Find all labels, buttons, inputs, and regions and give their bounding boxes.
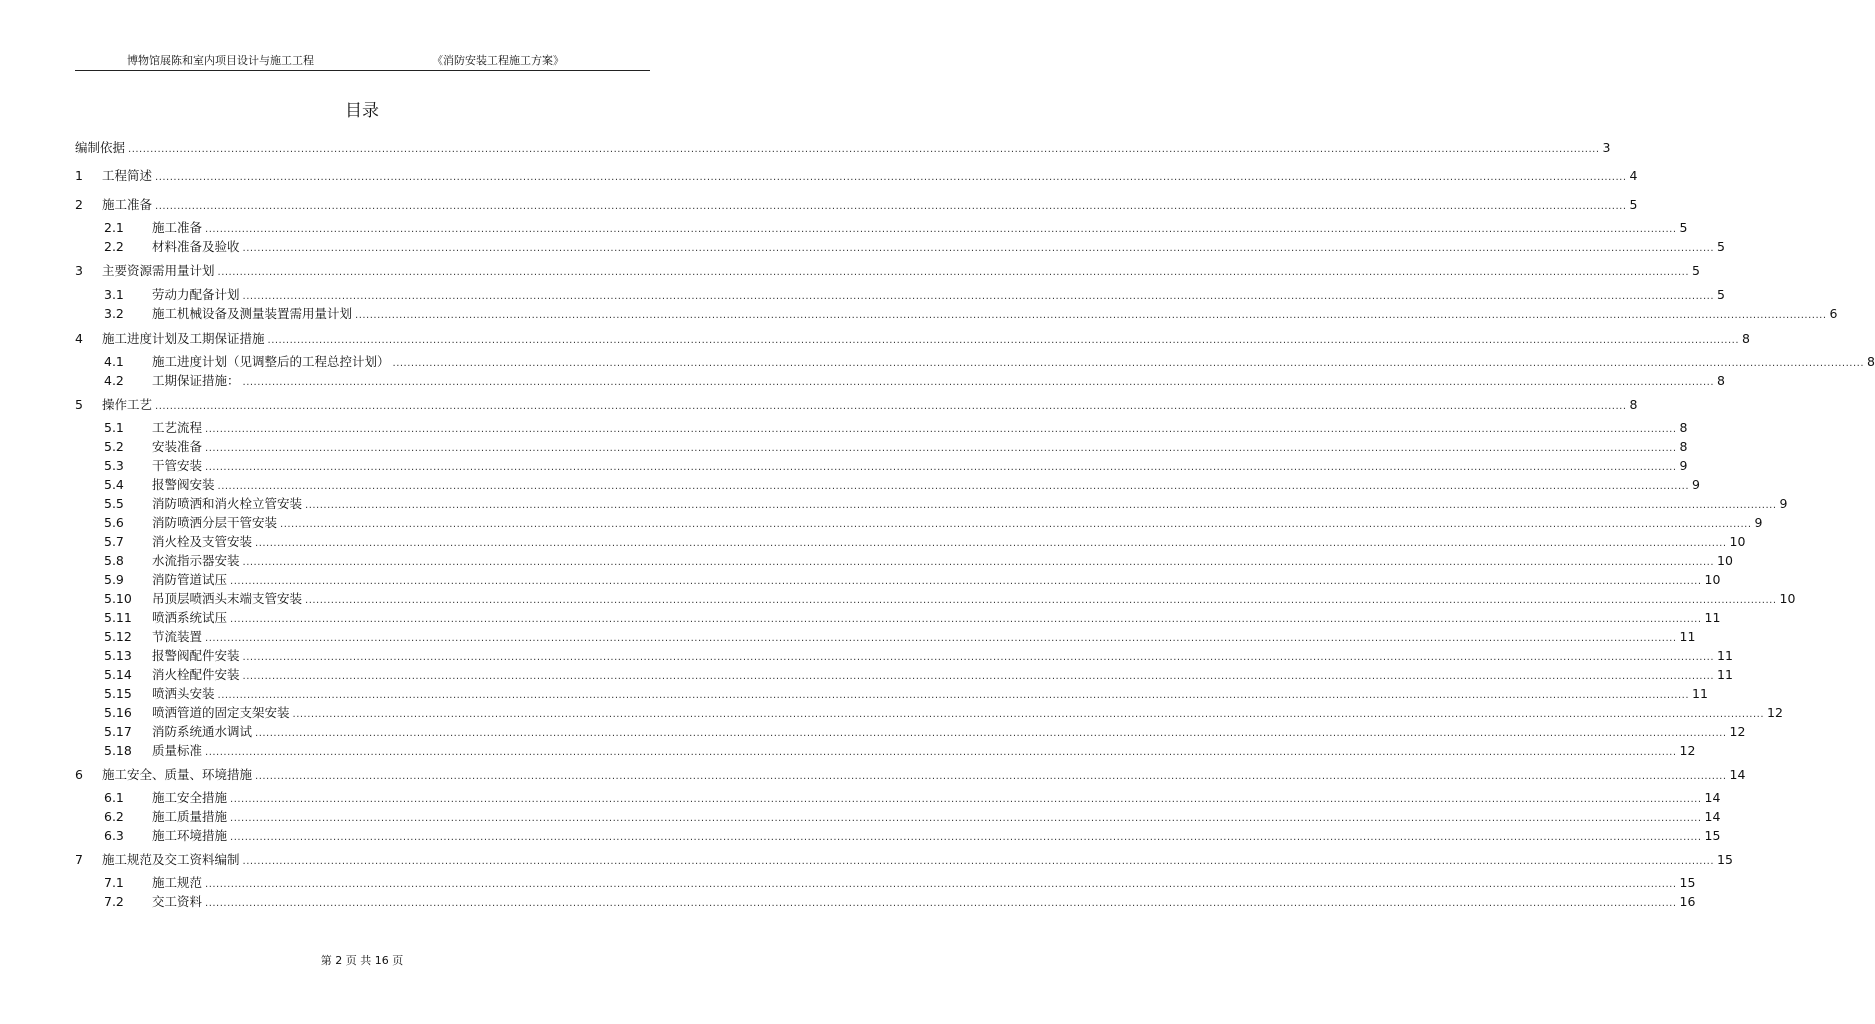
toc-entry-page-number: 9 <box>1779 496 1788 511</box>
toc-entry[interactable] <box>104 572 1721 588</box>
toc-entry-number: 5.10 <box>104 591 132 606</box>
toc-entry[interactable] <box>104 743 1696 759</box>
toc-entry-label: 干管安装 <box>152 458 203 473</box>
toc-entry-number: 5.7 <box>104 534 124 549</box>
toc-entry-label: 施工安全、质量、环境措施 <box>102 767 253 782</box>
toc-entry[interactable] <box>104 420 1688 436</box>
toc-entry-page-number: 12 <box>1729 724 1746 739</box>
toc-entry[interactable] <box>104 629 1696 645</box>
toc-entry-number: 4 <box>75 331 83 346</box>
toc-entry-page-number: 5 <box>1717 287 1725 302</box>
toc-entry-label: 工期保证措施： <box>152 373 240 388</box>
toc-entry-page-number: 5 <box>1692 263 1700 278</box>
toc-leader-dots: ................................................................................................................................................................................................................................................................................................................................................................................................................ <box>230 794 1702 805</box>
toc-entry[interactable] <box>75 197 1638 213</box>
toc-entry-page-number: 5 <box>1679 220 1688 235</box>
toc-leader-dots: ................................................................................................................................................................................................................................................................................................................................................................................................................ <box>230 614 1702 625</box>
toc-entry-number: 4.1 <box>104 354 124 369</box>
toc-entry[interactable] <box>75 767 1746 783</box>
toc-entry-page-number: 11 <box>1704 610 1721 625</box>
toc-entry-number: 5.15 <box>104 686 132 701</box>
toc-entry-label: 施工进度计划及工期保证措施 <box>102 331 265 346</box>
toc-leader-dots: ................................................................................................................................................................................................................................................................................................................................................................................................................ <box>217 267 1689 278</box>
toc-leader-dots: ................................................................................................................................................................................................................................................................................................................................................................................................................ <box>242 377 1714 388</box>
toc-entry-page-number: 14 <box>1704 790 1721 805</box>
toc-entry[interactable] <box>75 168 1638 184</box>
toc-entry[interactable] <box>104 239 1725 255</box>
toc-entry-label: 工程简述 <box>102 168 153 183</box>
toc-entry-page-number: 10 <box>1779 591 1796 606</box>
toc-leader-dots: ................................................................................................................................................................................................................................................................................................................................................................................................................ <box>155 172 1627 183</box>
toc-entry-label: 安装准备 <box>152 439 203 454</box>
toc-entry[interactable] <box>75 263 1700 279</box>
toc-leader-dots: ................................................................................................................................................................................................................................................................................................................................................................................................................ <box>205 633 1677 644</box>
toc-entry[interactable] <box>104 667 1733 683</box>
toc-entry-number: 2.1 <box>104 220 124 235</box>
toc-entry[interactable] <box>104 648 1733 664</box>
toc-entry-page-number: 8 <box>1679 420 1688 435</box>
toc-entry-number: 3.1 <box>104 287 124 302</box>
toc-leader-dots: ................................................................................................................................................................................................................................................................................................................................................................................................................ <box>205 443 1677 454</box>
toc-entry-label: 喷洒管道的固定支架安装 <box>152 705 290 720</box>
toc-entry[interactable] <box>104 724 1746 740</box>
toc-leader-dots: ................................................................................................................................................................................................................................................................................................................................................................................................................ <box>217 690 1689 701</box>
toc-leader-dots: ................................................................................................................................................................................................................................................................................................................................................................................................................ <box>230 813 1702 824</box>
toc-entry[interactable] <box>104 458 1688 474</box>
toc-entry-number: 5.18 <box>104 743 132 758</box>
toc-entry-label: 施工规范及交工资料编制 <box>102 852 240 867</box>
toc-entry-label: 施工机械设备及测量装置需用量计划 <box>152 306 353 321</box>
toc-entry[interactable] <box>104 610 1721 626</box>
toc-leader-dots: ................................................................................................................................................................................................................................................................................................................................................................................................................ <box>242 856 1714 867</box>
toc-entry-page-number: 11 <box>1679 629 1696 644</box>
toc-leader-dots: ................................................................................................................................................................................................................................................................................................................................................................................................................ <box>128 144 1600 155</box>
toc-entry[interactable] <box>104 790 1721 806</box>
toc-entry-label: 劳动力配备计划 <box>152 287 240 302</box>
toc-entry[interactable] <box>104 306 1838 322</box>
toc-entry-page-number: 11 <box>1692 686 1708 701</box>
toc-entry-page-number: 15 <box>1679 875 1696 890</box>
toc-entry-number: 5.6 <box>104 515 124 530</box>
toc-entry-label: 消防喷洒和消火栓立管安装 <box>152 496 303 511</box>
toc-entry-number: 6.1 <box>104 790 124 805</box>
toc-entry-page-number: 10 <box>1729 534 1746 549</box>
toc-entry-number: 7.2 <box>104 894 124 909</box>
toc-entry-label: 消防管道试压 <box>152 572 228 587</box>
header-project-name: 博物馆展陈和室内项目设计与施工工程 <box>127 54 314 67</box>
toc-entry-page-number: 12 <box>1679 743 1696 758</box>
toc-leader-dots: ................................................................................................................................................................................................................................................................................................................................................................................................................ <box>305 500 1777 511</box>
toc-leader-dots: ................................................................................................................................................................................................................................................................................................................................................................................................................ <box>155 401 1627 412</box>
toc-entry-number: 5.13 <box>104 648 132 663</box>
toc-entry-number: 5.9 <box>104 572 124 587</box>
toc-entry-number: 2 <box>75 197 83 212</box>
toc-entry-page-number: 8 <box>1717 373 1725 388</box>
toc-entry-number: 5.2 <box>104 439 124 454</box>
toc-leader-dots: ................................................................................................................................................................................................................................................................................................................................................................................................................ <box>230 576 1702 587</box>
toc-entry-page-number: 8 <box>1679 439 1688 454</box>
toc-entry-label: 消防喷洒分层干管安装 <box>152 515 278 530</box>
toc-entry-page-number: 8 <box>1867 354 1875 369</box>
toc-entry-label: 施工进度计划（见调整后的工程总控计划） <box>152 354 390 369</box>
toc-entry[interactable] <box>104 373 1725 389</box>
toc-entry[interactable] <box>104 705 1783 721</box>
toc-entry-page-number: 3 <box>1602 140 1611 155</box>
toc-entry-number: 5.17 <box>104 724 132 739</box>
toc-entry-page-number: 9 <box>1679 458 1688 473</box>
toc-entry-page-number: 16 <box>1679 894 1696 909</box>
page-footer: 第 2 页 共 16 页 <box>320 954 404 967</box>
toc-leader-dots: ................................................................................................................................................................................................................................................................................................................................................................................................................ <box>242 291 1714 302</box>
toc-entry[interactable] <box>104 515 1763 531</box>
toc-entry-number: 6.2 <box>104 809 124 824</box>
toc-entry-label: 消火栓配件安装 <box>152 667 240 682</box>
toc-leader-dots: ................................................................................................................................................................................................................................................................................................................................................................................................................ <box>355 310 1827 321</box>
toc-entry[interactable] <box>104 894 1696 910</box>
toc-entry[interactable] <box>104 553 1733 569</box>
header-document-name: 《消防安装工程施工方案》 <box>432 54 564 67</box>
toc-leader-dots: ................................................................................................................................................................................................................................................................................................................................................................................................................ <box>205 898 1677 909</box>
toc-leader-dots: ................................................................................................................................................................................................................................................................................................................................................................................................................ <box>217 481 1689 492</box>
toc-leader-dots: ................................................................................................................................................................................................................................................................................................................................................................................................................ <box>392 358 1864 369</box>
toc-leader-dots: ................................................................................................................................................................................................................................................................................................................................................................................................................ <box>280 519 1752 530</box>
toc-entry-number: 3 <box>75 263 83 278</box>
toc-entry-number: 5.8 <box>104 553 124 568</box>
toc-entry-number: 5.11 <box>104 610 132 625</box>
toc-entry-label: 材料准备及验收 <box>152 239 240 254</box>
toc-entry[interactable] <box>104 686 1708 702</box>
toc-entry-number: 3.2 <box>104 306 124 321</box>
toc-entry-page-number: 10 <box>1717 553 1733 568</box>
toc-entry-number: 5.14 <box>104 667 132 682</box>
toc-entry-page-number: 4 <box>1629 168 1638 183</box>
toc-entry-page-number: 11 <box>1717 667 1733 682</box>
toc-leader-dots: ................................................................................................................................................................................................................................................................................................................................................................................................................ <box>205 462 1677 473</box>
toc-entry-page-number: 14 <box>1704 809 1721 824</box>
toc-leader-dots: ................................................................................................................................................................................................................................................................................................................................................................................................................ <box>255 771 1727 782</box>
toc-entry[interactable] <box>104 591 1796 607</box>
toc-entry-page-number: 6 <box>1829 306 1838 321</box>
toc-entry[interactable] <box>75 140 1611 156</box>
toc-leader-dots: ................................................................................................................................................................................................................................................................................................................................................................................................................ <box>267 335 1739 346</box>
toc-entry[interactable] <box>75 331 1750 347</box>
toc-entry-label: 水流指示器安装 <box>152 553 240 568</box>
toc-entry-number: 1 <box>75 168 83 183</box>
toc-entry-label: 喷洒头安装 <box>152 686 215 701</box>
toc-entry-number: 6.3 <box>104 828 124 843</box>
toc-entry[interactable] <box>104 534 1746 550</box>
toc-entry-label: 施工准备 <box>102 197 153 212</box>
toc-entry-label: 施工安全措施 <box>152 790 228 805</box>
toc-entry-page-number: 14 <box>1729 767 1746 782</box>
toc-entry-number: 2.2 <box>104 239 124 254</box>
toc-entry-page-number: 15 <box>1717 852 1733 867</box>
toc-entry[interactable] <box>104 287 1725 303</box>
toc-entry-label: 施工环境措施 <box>152 828 228 843</box>
toc-entry[interactable] <box>104 477 1700 493</box>
toc-entry-number: 5.5 <box>104 496 124 511</box>
toc-entry-number: 4.2 <box>104 373 124 388</box>
toc-entry[interactable] <box>104 439 1688 455</box>
page-title: 目录 <box>345 101 379 121</box>
toc-entry-label: 编制依据 <box>75 140 126 155</box>
toc-entry-label: 消火栓及支管安装 <box>152 534 253 549</box>
toc-entry-number: 5.3 <box>104 458 124 473</box>
toc-entry-label: 喷洒系统试压 <box>152 610 228 625</box>
toc-entry-label: 吊顶层喷洒头末端支管安装 <box>152 591 303 606</box>
toc-leader-dots: ................................................................................................................................................................................................................................................................................................................................................................................................................ <box>205 747 1677 758</box>
toc-leader-dots: ................................................................................................................................................................................................................................................................................................................................................................................................................ <box>205 879 1677 890</box>
toc-entry-page-number: 5 <box>1629 197 1638 212</box>
toc-leader-dots: ................................................................................................................................................................................................................................................................................................................................................................................................................ <box>292 709 1764 720</box>
toc-leader-dots: ................................................................................................................................................................................................................................................................................................................................................................................................................ <box>242 671 1714 682</box>
toc-entry-number: 5.16 <box>104 705 132 720</box>
toc-entry-label: 施工准备 <box>152 220 203 235</box>
toc-entry-label: 主要资源需用量计划 <box>102 263 215 278</box>
toc-entry-label: 交工资料 <box>152 894 203 909</box>
toc-leader-dots: ................................................................................................................................................................................................................................................................................................................................................................................................................ <box>205 424 1677 435</box>
toc-entry[interactable] <box>75 397 1638 413</box>
toc-entry-number: 5.12 <box>104 629 132 644</box>
toc-leader-dots: ................................................................................................................................................................................................................................................................................................................................................................................................................ <box>305 595 1777 606</box>
toc-entry-label: 节流装置 <box>152 629 203 644</box>
toc-entry-page-number: 10 <box>1704 572 1721 587</box>
toc-leader-dots: ................................................................................................................................................................................................................................................................................................................................................................................................................ <box>255 728 1727 739</box>
toc-leader-dots: ................................................................................................................................................................................................................................................................................................................................................................................................................ <box>242 557 1714 568</box>
toc-entry-number: 5 <box>75 397 83 412</box>
toc-leader-dots: ................................................................................................................................................................................................................................................................................................................................................................................................................ <box>242 652 1714 663</box>
toc-entry[interactable] <box>104 220 1688 236</box>
toc-leader-dots: ................................................................................................................................................................................................................................................................................................................................................................................................................ <box>242 243 1714 254</box>
toc-entry[interactable] <box>75 852 1733 868</box>
toc-entry-number: 5.1 <box>104 420 124 435</box>
toc-entry-label: 报警阀配件安装 <box>152 648 240 663</box>
toc-leader-dots: ................................................................................................................................................................................................................................................................................................................................................................................................................ <box>205 224 1677 235</box>
toc-entry-page-number: 11 <box>1717 648 1733 663</box>
toc-entry-number: 7.1 <box>104 875 124 890</box>
toc-entry-label: 消防系统通水调试 <box>152 724 253 739</box>
toc-entry-page-number: 15 <box>1704 828 1721 843</box>
toc-entry-label: 质量标准 <box>152 743 203 758</box>
toc-entry[interactable] <box>104 496 1788 512</box>
toc-entry-page-number: 12 <box>1767 705 1783 720</box>
toc-entry-label: 报警阀安装 <box>152 477 215 492</box>
toc-leader-dots: ................................................................................................................................................................................................................................................................................................................................................................................................................ <box>155 201 1627 212</box>
toc-entry[interactable] <box>104 875 1696 891</box>
toc-entry-label: 工艺流程 <box>152 420 203 435</box>
toc-leader-dots: ................................................................................................................................................................................................................................................................................................................................................................................................................ <box>255 538 1727 549</box>
toc-entry-number: 5.4 <box>104 477 124 492</box>
toc-entry-number: 6 <box>75 767 83 782</box>
toc-entry[interactable] <box>104 354 1875 370</box>
toc-entry-page-number: 5 <box>1717 239 1725 254</box>
toc-entry-label: 施工规范 <box>152 875 203 890</box>
toc-entry[interactable] <box>104 828 1721 844</box>
toc-entry[interactable] <box>104 809 1721 825</box>
toc-entry-page-number: 9 <box>1754 515 1763 530</box>
toc-entry-page-number: 8 <box>1742 331 1750 346</box>
toc-entry-label: 操作工艺 <box>102 397 153 412</box>
toc-entry-page-number: 9 <box>1692 477 1700 492</box>
toc-entry-label: 施工质量措施 <box>152 809 228 824</box>
toc-entry-number: 7 <box>75 852 83 867</box>
toc-leader-dots: ................................................................................................................................................................................................................................................................................................................................................................................................................ <box>230 832 1702 843</box>
toc-entry-page-number: 8 <box>1629 397 1638 412</box>
